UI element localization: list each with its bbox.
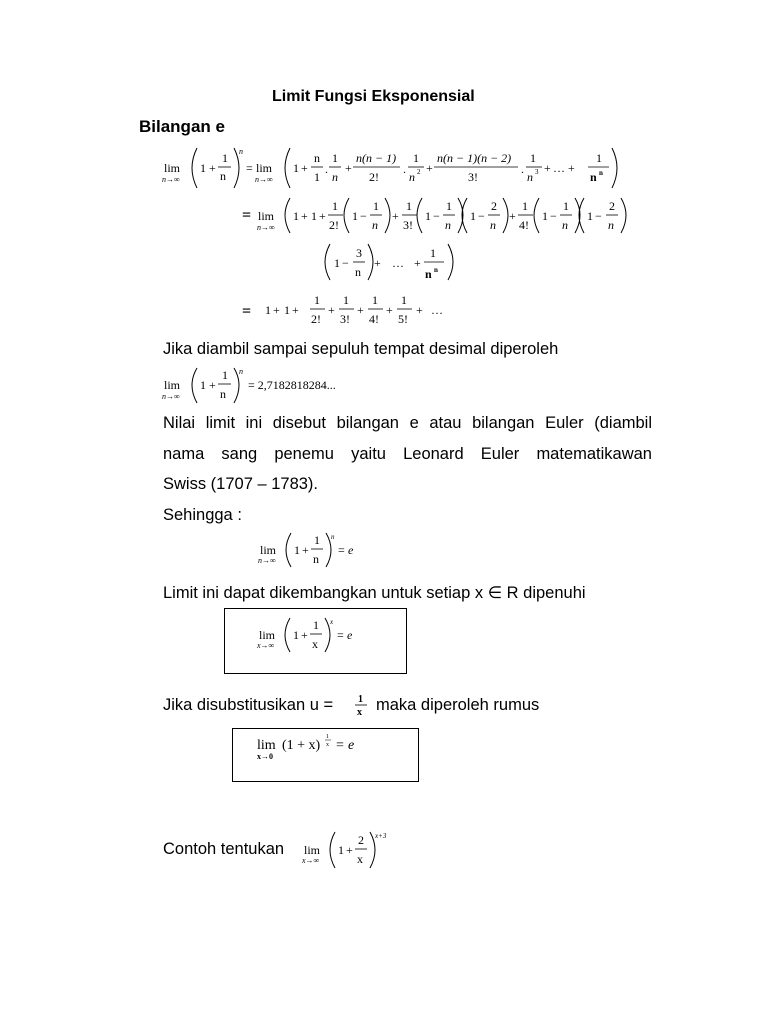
svg-text:e: e bbox=[348, 738, 355, 753]
svg-text:lim: lim bbox=[257, 738, 276, 753]
svg-text:2!: 2! bbox=[369, 170, 379, 184]
svg-text:n: n bbox=[599, 169, 603, 177]
svg-text:1: 1 bbox=[413, 151, 419, 165]
paragraph-line: nama sang penemu yaitu Leonard Euler matematikawan bbox=[163, 444, 652, 463]
svg-text:(1 + x): (1 + x) bbox=[282, 738, 321, 753]
svg-text:1: 1 bbox=[542, 209, 548, 223]
svg-text:x: x bbox=[330, 618, 334, 626]
svg-text:3!: 3! bbox=[340, 312, 350, 326]
sehingga-label: Sehingga : bbox=[163, 506, 242, 524]
svg-text:=: = bbox=[337, 628, 344, 642]
svg-text:−: − bbox=[360, 209, 367, 223]
svg-text:lim: lim bbox=[260, 543, 277, 557]
svg-text:+: + bbox=[509, 209, 516, 223]
svg-text:1: 1 bbox=[522, 199, 528, 213]
svg-text:4!: 4! bbox=[369, 312, 379, 326]
boxed-formula-x-infinity bbox=[224, 608, 407, 674]
svg-text:3: 3 bbox=[535, 168, 539, 176]
svg-text:3!: 3! bbox=[468, 170, 478, 184]
svg-text:+: + bbox=[328, 303, 335, 317]
svg-text:x→∞: x→∞ bbox=[257, 641, 275, 650]
svg-text:=: = bbox=[338, 543, 345, 557]
page-title: Limit Fungsi Eksponensial bbox=[272, 88, 475, 105]
svg-text:1: 1 bbox=[596, 151, 602, 165]
svg-text:n: n bbox=[409, 170, 415, 184]
lim-label: lim bbox=[164, 161, 181, 175]
svg-text:x+3: x+3 bbox=[375, 832, 387, 840]
svg-text:1: 1 bbox=[334, 256, 340, 270]
svg-text:+: + bbox=[386, 303, 393, 317]
svg-text:=: = bbox=[246, 161, 253, 175]
svg-text:1: 1 bbox=[293, 209, 299, 223]
svg-text:= 2,7182818284...: = 2,7182818284... bbox=[248, 378, 336, 392]
svg-text:+: + bbox=[374, 256, 381, 270]
svg-text:+: + bbox=[544, 161, 551, 175]
svg-text:1: 1 bbox=[373, 199, 379, 213]
svg-text:e: e bbox=[347, 628, 353, 642]
svg-text:.: . bbox=[325, 162, 328, 176]
svg-text:1: 1 bbox=[587, 209, 593, 223]
svg-text:x: x bbox=[312, 637, 318, 651]
svg-text:n: n bbox=[490, 218, 496, 232]
svg-text:1: 1 bbox=[265, 303, 271, 317]
paragraph-line: Swiss (1707 – 1783). bbox=[163, 475, 319, 493]
svg-text:−: − bbox=[550, 209, 557, 223]
svg-text:1: 1 bbox=[222, 151, 228, 165]
example-limit-expression bbox=[300, 826, 400, 874]
limit-x-zero-equation bbox=[255, 731, 435, 781]
svg-text:n(n − 1): n(n − 1) bbox=[356, 151, 397, 165]
svg-text:+: + bbox=[414, 256, 421, 270]
svg-text:.: . bbox=[521, 162, 524, 176]
svg-text:−: − bbox=[478, 209, 485, 223]
limit-e-equation bbox=[256, 530, 376, 570]
svg-text:1: 1 bbox=[332, 151, 338, 165]
svg-text:n: n bbox=[220, 169, 226, 183]
svg-text:n: n bbox=[332, 170, 338, 184]
svg-text:1: 1 bbox=[530, 151, 536, 165]
svg-text:+: + bbox=[392, 209, 399, 223]
svg-text:n→∞: n→∞ bbox=[257, 223, 275, 232]
series-expansion-equation bbox=[160, 140, 630, 330]
svg-text:+: + bbox=[416, 303, 423, 317]
svg-text:+: + bbox=[292, 303, 299, 317]
svg-text:1: 1 bbox=[284, 303, 290, 317]
svg-text:1: 1 bbox=[406, 199, 412, 213]
numeric-limit-equation bbox=[160, 366, 380, 406]
svg-text:1: 1 bbox=[294, 543, 300, 557]
svg-text:1: 1 bbox=[563, 199, 569, 213]
svg-text:1: 1 bbox=[332, 199, 338, 213]
svg-text:+: + bbox=[301, 628, 308, 642]
svg-text:+: + bbox=[273, 303, 280, 317]
svg-text:1: 1 bbox=[326, 734, 329, 740]
svg-text:3: 3 bbox=[356, 246, 362, 260]
svg-text:n: n bbox=[314, 151, 320, 165]
svg-text:1: 1 bbox=[401, 293, 407, 307]
svg-text:−: − bbox=[433, 209, 440, 223]
svg-text:n: n bbox=[562, 218, 568, 232]
svg-text:n: n bbox=[434, 266, 438, 274]
svg-text:n: n bbox=[239, 367, 243, 376]
svg-text:2: 2 bbox=[358, 833, 364, 847]
svg-text:lim: lim bbox=[304, 843, 321, 857]
svg-text:.: . bbox=[403, 162, 406, 176]
svg-text:1: 1 bbox=[430, 246, 436, 260]
svg-text:n: n bbox=[590, 170, 597, 184]
decimal-intro: Jika diambil sampai sepuluh tempat desimal diperoleh bbox=[163, 340, 559, 358]
svg-text:n: n bbox=[608, 218, 614, 232]
svg-text:n: n bbox=[425, 267, 432, 281]
lim-subscript: n→∞ bbox=[162, 175, 180, 184]
svg-text:x: x bbox=[326, 742, 329, 748]
section-heading: Bilangan e bbox=[139, 117, 225, 136]
svg-text:n: n bbox=[220, 387, 226, 401]
svg-text:+: + bbox=[301, 209, 308, 223]
svg-text:1: 1 bbox=[200, 378, 206, 392]
svg-text:lim: lim bbox=[164, 378, 181, 392]
svg-text:n(n − 1)(n − 2): n(n − 1)(n − 2) bbox=[437, 151, 512, 165]
svg-text:1: 1 bbox=[358, 694, 363, 705]
svg-text:+: + bbox=[346, 843, 353, 857]
svg-text:1: 1 bbox=[352, 209, 358, 223]
svg-text:+: + bbox=[568, 161, 575, 175]
svg-text:1: 1 bbox=[311, 209, 317, 223]
limit-x-intro: Limit ini dapat dikembangkan untuk setiap x ∈ R dipenuhi bbox=[163, 584, 586, 602]
svg-text:1: 1 bbox=[293, 628, 299, 642]
svg-text:n→∞: n→∞ bbox=[162, 392, 180, 401]
svg-text:+: + bbox=[301, 161, 308, 175]
svg-text:+: + bbox=[302, 543, 309, 557]
svg-text:n: n bbox=[355, 265, 361, 279]
svg-text:n: n bbox=[313, 552, 319, 566]
svg-text:n: n bbox=[331, 533, 335, 541]
svg-text:1: 1 bbox=[425, 209, 431, 223]
svg-text:n: n bbox=[445, 218, 451, 232]
svg-text:+: + bbox=[209, 161, 216, 175]
svg-text:5!: 5! bbox=[398, 312, 408, 326]
substitution-intro-a: Jika disubstitusikan u = bbox=[163, 696, 334, 714]
svg-text:1: 1 bbox=[343, 293, 349, 307]
svg-text:1: 1 bbox=[222, 368, 228, 382]
svg-text:x: x bbox=[357, 852, 363, 866]
svg-text:1: 1 bbox=[372, 293, 378, 307]
svg-text:n: n bbox=[239, 147, 243, 156]
svg-text:n: n bbox=[372, 218, 378, 232]
svg-text:lim: lim bbox=[256, 161, 273, 175]
euler-paragraph bbox=[163, 408, 652, 500]
svg-text:n: n bbox=[527, 170, 533, 184]
svg-text:x→∞: x→∞ bbox=[302, 856, 320, 865]
svg-text:=: = bbox=[242, 207, 252, 224]
svg-text:−: − bbox=[342, 256, 349, 270]
svg-text:+: + bbox=[319, 209, 326, 223]
svg-text:lim: lim bbox=[258, 209, 275, 223]
svg-text:n→∞: n→∞ bbox=[258, 556, 276, 565]
boxed-formula-x-zero bbox=[232, 728, 419, 782]
svg-text:1: 1 bbox=[313, 618, 319, 632]
svg-text:+: + bbox=[345, 161, 352, 175]
svg-text:1: 1 bbox=[314, 170, 320, 184]
svg-text:x→0: x→0 bbox=[257, 752, 273, 761]
svg-text:1: 1 bbox=[446, 199, 452, 213]
svg-text:1: 1 bbox=[200, 161, 206, 175]
svg-text:1: 1 bbox=[470, 209, 476, 223]
contoh-label: Contoh tentukan bbox=[163, 840, 285, 858]
svg-text:2!: 2! bbox=[329, 218, 339, 232]
svg-text:…: … bbox=[553, 161, 565, 175]
svg-text:=: = bbox=[336, 738, 344, 753]
svg-text:2: 2 bbox=[417, 168, 421, 176]
svg-text:+: + bbox=[209, 378, 216, 392]
substitution-intro-b: maka diperoleh rumus bbox=[376, 696, 540, 714]
svg-text:1: 1 bbox=[338, 843, 344, 857]
svg-text:+: + bbox=[426, 161, 433, 175]
svg-text:n→∞: n→∞ bbox=[255, 175, 273, 184]
svg-text:=: = bbox=[242, 303, 252, 320]
paragraph-line: Nilai limit ini disebut bilangan e atau bilangan Euler (diambil bbox=[163, 414, 652, 432]
svg-text:1: 1 bbox=[314, 533, 320, 547]
svg-text:4!: 4! bbox=[519, 218, 529, 232]
limit-x-equation bbox=[255, 615, 435, 675]
svg-text:1: 1 bbox=[314, 293, 320, 307]
svg-text:e: e bbox=[348, 543, 354, 557]
svg-text:…: … bbox=[431, 303, 443, 317]
svg-text:3!: 3! bbox=[403, 218, 413, 232]
u-fraction bbox=[352, 692, 372, 720]
svg-text:…: … bbox=[392, 256, 404, 270]
svg-text:1: 1 bbox=[293, 161, 299, 175]
svg-text:+: + bbox=[357, 303, 364, 317]
svg-text:2: 2 bbox=[609, 199, 615, 213]
svg-text:lim: lim bbox=[259, 628, 276, 642]
svg-text:x: x bbox=[357, 707, 362, 718]
svg-text:−: − bbox=[595, 209, 602, 223]
svg-text:2: 2 bbox=[491, 199, 497, 213]
svg-text:2!: 2! bbox=[311, 312, 321, 326]
